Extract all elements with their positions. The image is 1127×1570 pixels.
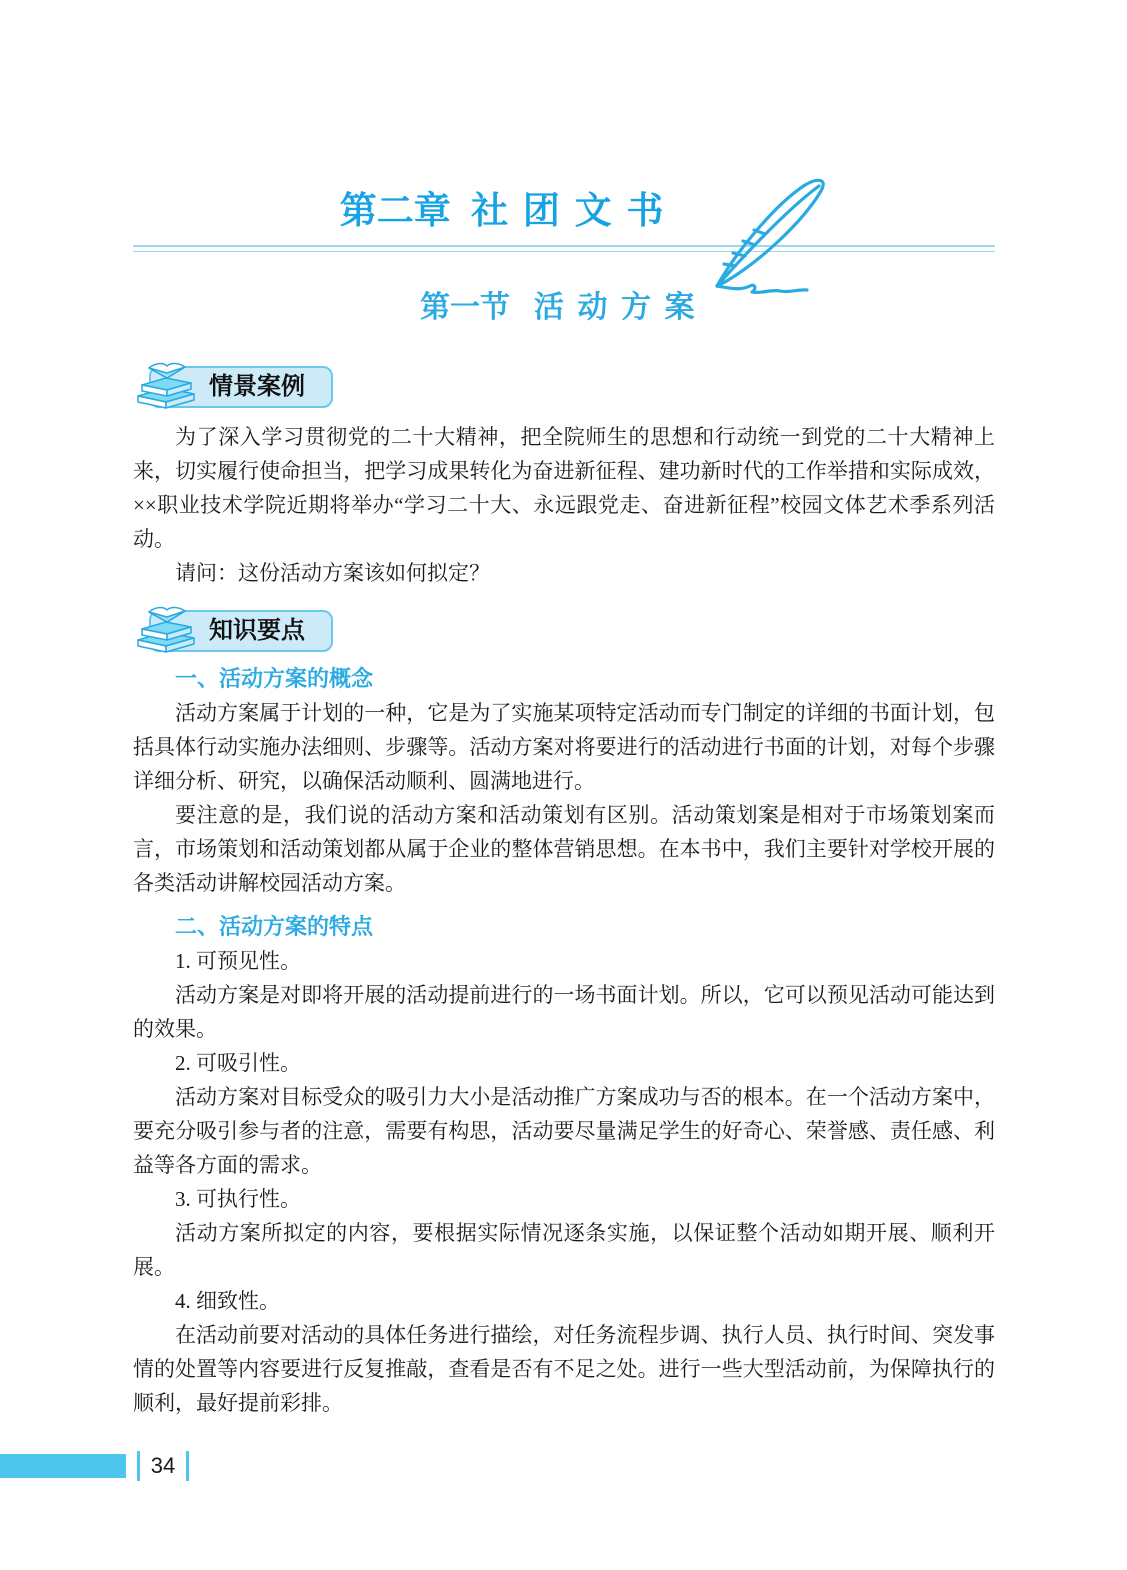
feature-item-label: 1. 可预见性。 bbox=[175, 948, 301, 973]
feature-item-label: 2. 可吸引性。 bbox=[175, 1050, 301, 1075]
footer-accent-bar bbox=[0, 1454, 126, 1478]
chapter-divider bbox=[133, 245, 995, 252]
case-badge bbox=[133, 362, 995, 408]
knowledge-section bbox=[133, 662, 995, 1420]
page-content bbox=[133, 0, 995, 1420]
chapter-label: 第二章 bbox=[339, 191, 451, 232]
case-section bbox=[133, 420, 995, 590]
page-number: 34 bbox=[150, 1453, 176, 1478]
feature-item-body: 活动方案对目标受众的吸引力大小是活动推广方案成功与否的根本。在一个活动方案中，要充分吸引参与者的注意，需要有构思，活动要尽量满足学生的好奇心、荣誉感、责任感、利益等各方面的需求。 bbox=[133, 1084, 995, 1177]
chapter-name: 社团文书 bbox=[471, 191, 679, 232]
case-paragraph: 为了深入学习贯彻党的二十大精神，把全院师生的思想和行动统一到党的二十大精神上来，切实履行使命担当，把学习成果转化为奋进新征程、建功新时代的工作举措和实际成效，××职业技术学院近期将举办“学习二十大、永远跟党走、奋进新征程”校园文体艺术季系列活动。 bbox=[133, 424, 995, 551]
quill-feather-icon bbox=[695, 170, 847, 302]
books-icon bbox=[133, 602, 199, 658]
page-footer bbox=[0, 1451, 189, 1481]
feature-item-label: 3. 可执行性。 bbox=[175, 1186, 301, 1211]
section-label: 第一节 bbox=[420, 290, 510, 324]
concept-paragraph: 要注意的是，我们说的活动方案和活动策划有区别。活动策划案是相对于市场策划案而言，市场策划和活动策划都从属于企业的整体营销思想。在本书中，我们主要针对学校开展的各类活动讲解校园活动方案。 bbox=[133, 802, 995, 895]
feature-item-body: 活动方案是对即将开展的活动提前进行的一场书面计划。所以，它可以预见活动可能达到的效果。 bbox=[133, 982, 995, 1041]
feature-item-body: 在活动前要对活动的具体任务进行描绘，对任务流程步调、执行人员、执行时间、突发事情的处置等内容要进行反复推敲，查看是否有不足之处。进行一些大型活动前，为保障执行的顺利，最好提前彩排。 bbox=[133, 1322, 995, 1415]
knowledge-badge-label: 知识要点 bbox=[149, 610, 333, 652]
feature-item-label: 4. 细致性。 bbox=[175, 1288, 280, 1313]
concept-paragraph: 活动方案属于计划的一种，它是为了实施某项特定活动而专门制定的详细的书面计划，包括具体行动实施办法细则、步骤等。活动方案对将要进行的活动进行书面的计划，对每个步骤详细分析、研究，以确保活动顺利、圆满地进行。 bbox=[133, 700, 995, 793]
section-name: 活动方案 bbox=[534, 290, 708, 324]
knowledge-badge bbox=[133, 606, 995, 652]
case-question: 请问：这份活动方案该如何拟定？ bbox=[175, 560, 490, 585]
concept-heading: 一、活动方案的概念 bbox=[175, 665, 374, 691]
books-icon bbox=[133, 358, 199, 414]
feature-item-body: 活动方案所拟定的内容，要根据实际情况逐条实施，以保证整个活动如期开展、顺利开展。 bbox=[133, 1220, 995, 1279]
footer-separator bbox=[186, 1451, 189, 1481]
section-title bbox=[133, 282, 995, 326]
case-badge-label: 情景案例 bbox=[149, 366, 333, 408]
features-heading: 二、活动方案的特点 bbox=[175, 913, 374, 939]
